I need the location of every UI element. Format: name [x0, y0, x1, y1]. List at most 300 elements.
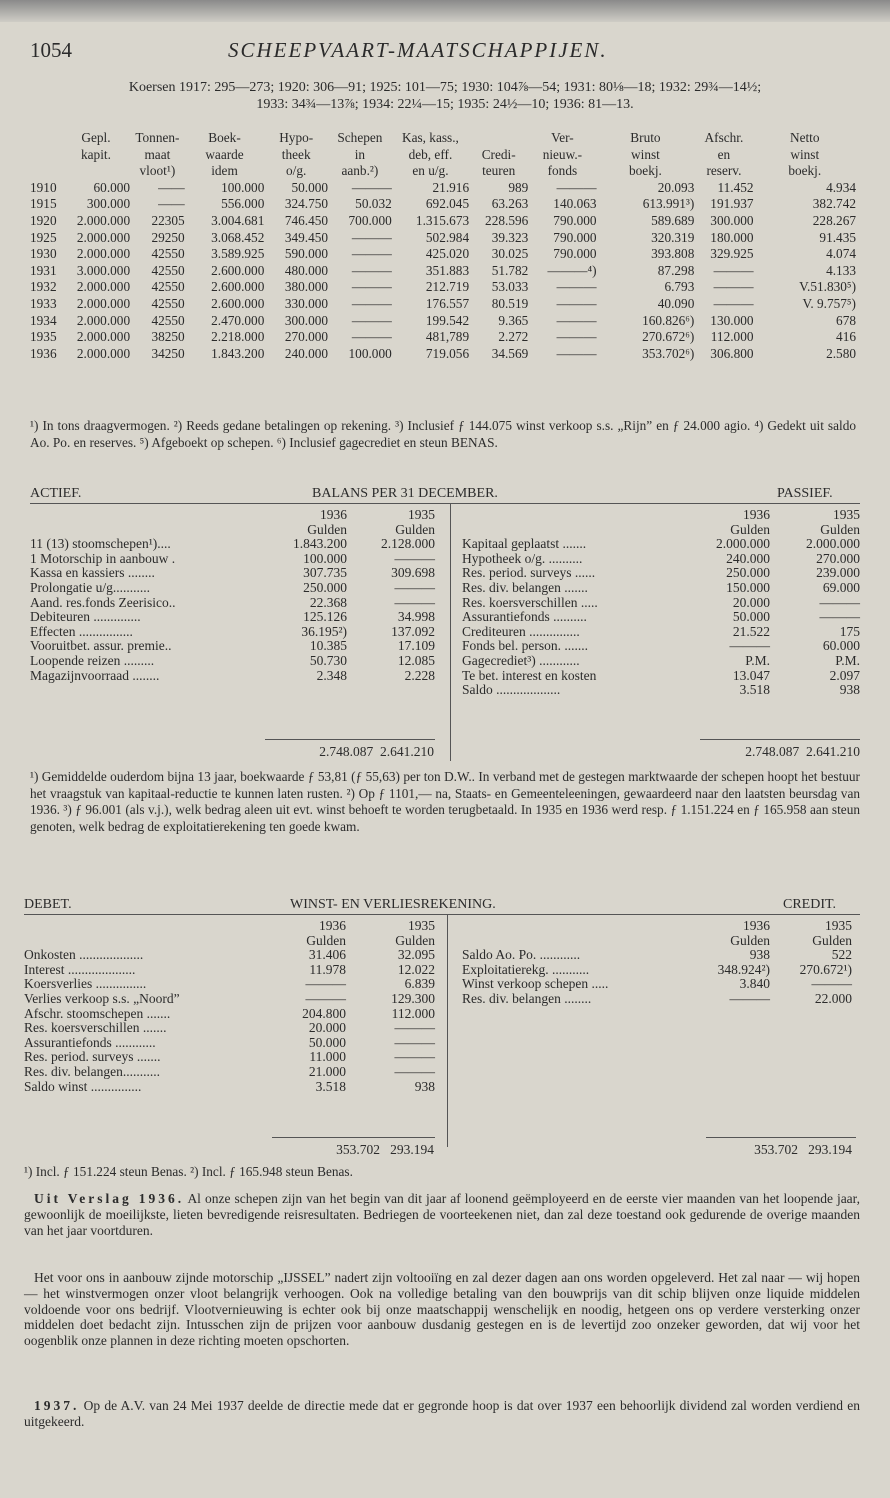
scan-top-edge	[0, 0, 890, 22]
table-cell: ——	[158, 179, 185, 195]
table-cell: 42550	[151, 262, 185, 278]
column-header: Bruto	[630, 130, 661, 145]
year-cell: 1930	[30, 246, 57, 262]
table-cell: 42550	[151, 312, 185, 328]
verslag-paragraph: Het voor ons in aanbouw zijnde motorschip „IJSSEL” nadert zijn voltooiïng en zal dezer dagen aan ons worden opgeleverd. Het zal naar — wij hopen — het winstvermogen onzer vloot belangrijk verhoogen. Ook na volledige betaling van den bouwprijs van dit schip blijven onze liquide middelen voldoende voor ons bedrijf. Vlootvernieuwing is echter ook bij onze maatschappij wenschelijk en noodig, hetgeen ons op verdere versterking onzer middelen doet bedacht zijn. Intusschen zijn de prijzen voor aanbouw dusdanig gestegen en is de levertijd zoo onzeker geworden, dat wij voor het oogenblik onze plannen in deze richting moeten opschorten.	[24, 1270, 860, 1349]
year-header: 1935	[825, 918, 852, 933]
table-cell: 42550	[151, 246, 185, 262]
winst-title: WINST- EN VERLIESREKENING.	[290, 897, 496, 912]
table-row	[462, 610, 860, 625]
value-1936: 22.368	[309, 594, 347, 610]
credit-table	[462, 919, 852, 1007]
value-1935: 69.000	[822, 579, 860, 595]
value-1935: 270.000	[816, 550, 860, 566]
total-1936: 2.748.087	[745, 744, 800, 759]
table-cell: 3.068.452	[211, 229, 265, 245]
table-row	[30, 654, 435, 669]
table-cell: 320.319	[651, 229, 695, 245]
winst-notes: ¹) Incl. ƒ 151.224 steun Benas. ²) Incl. ƒ 165.948 steun Benas.	[24, 1164, 353, 1179]
column-header: o/g.	[286, 163, 307, 179]
table-cell: 87.298	[657, 262, 695, 278]
table-row	[30, 552, 435, 567]
table-row	[24, 1021, 435, 1036]
table-cell: 270.000	[284, 329, 329, 345]
table-cell: 2.000.000	[76, 279, 131, 295]
table-cell: 324.750	[284, 196, 329, 212]
table-cell: 130.000	[710, 312, 754, 328]
unit-header: Gulden	[812, 932, 852, 948]
table-cell: 700.000	[348, 212, 392, 228]
value-1936: 13.047	[732, 667, 770, 683]
table-row	[30, 246, 856, 263]
item-label: Crediteuren ...............	[462, 623, 580, 639]
unit-header: Gulden	[306, 932, 346, 948]
column-header: fonds	[547, 163, 578, 179]
table-cell: ———	[713, 279, 754, 295]
table-cell: ———⁴)	[547, 262, 597, 278]
table-cell: 2.000.000	[76, 345, 131, 361]
table-row	[462, 963, 852, 978]
value-1935: 2.228	[404, 667, 435, 683]
value-1935: 60.000	[822, 638, 860, 654]
table-cell: 349.450	[284, 229, 329, 245]
table-cell: 160.826⁶)	[642, 312, 695, 328]
verslag-paragraph	[24, 1191, 860, 1238]
table-cell: 790.000	[553, 212, 597, 228]
year-cell: 1931	[30, 262, 57, 278]
year-header: 1936	[743, 918, 770, 933]
value-1935: ———	[394, 1049, 435, 1065]
table-cell: ———	[351, 179, 392, 195]
column-header: Netto	[789, 130, 820, 145]
blank-cell	[462, 919, 682, 934]
table-cell: ———	[556, 345, 597, 361]
total-1936: 353.702	[336, 1142, 380, 1157]
value-1935: ———	[394, 550, 435, 566]
table-cell: 199.542	[425, 312, 470, 328]
table-row	[30, 196, 856, 213]
table-cell: ———	[351, 279, 392, 295]
item-label: Hypotheek o/g. ..........	[462, 550, 583, 566]
table-cell: 39.323	[491, 229, 529, 245]
item-label: Debiteuren ..............	[30, 609, 141, 625]
verslag-label: Uit Verslag 1936.	[34, 1191, 185, 1206]
blank-cell	[24, 919, 264, 934]
verslag-text: Op de A.V. van 24 Mei 1937 deelde de directie mede dat er gegronde hoop is dat over 1937 een behoorlijk dividend zal worden verdiend en uitgekeerd.	[24, 1398, 861, 1429]
table-cell: 63.263	[491, 196, 529, 212]
value-1936: 11.978	[309, 961, 346, 977]
table-cell: 240.000	[284, 345, 329, 361]
divider	[706, 1137, 856, 1138]
value-1935: 938	[414, 1078, 435, 1094]
value-1935: 32.095	[397, 947, 435, 963]
item-label: Koersverlies ...............	[24, 976, 147, 992]
column-header: in	[354, 146, 366, 162]
passief-total	[688, 745, 860, 760]
table-cell: 306.800	[710, 345, 754, 361]
value-1936: 10.385	[309, 638, 347, 654]
table-cell: 34.569	[491, 345, 529, 361]
column-header: Boek-	[208, 130, 241, 145]
table-cell: 2.580	[826, 345, 856, 361]
item-label: Exploitatierekg. ...........	[462, 961, 590, 977]
value-1935: 239.000	[816, 565, 860, 581]
table-cell: 3.000.000	[76, 262, 131, 278]
divider	[700, 739, 860, 740]
value-1935: 12.085	[397, 652, 435, 668]
table-cell: 191.937	[710, 196, 754, 212]
column-header	[30, 147, 62, 164]
value-1936: ———	[729, 990, 770, 1006]
table-cell: 20.093	[657, 179, 695, 195]
table-cell: 4.074	[826, 246, 856, 262]
table-cell: ———	[556, 295, 597, 311]
year-header-row	[24, 919, 435, 934]
table-cell: ———	[556, 179, 597, 195]
table-cell: ———	[713, 295, 754, 311]
table-cell: 300.000	[86, 196, 131, 212]
year-header: 1936	[743, 507, 770, 522]
table-cell: ———	[713, 262, 754, 278]
year-cell: 1925	[30, 229, 57, 245]
table-cell: 50.032	[355, 196, 392, 212]
table-cell: 228.267	[812, 212, 856, 228]
year-header: 1936	[320, 507, 347, 522]
table-row	[24, 948, 435, 963]
table-cell: 613.991³)	[642, 196, 695, 212]
unit-header: Gulden	[730, 932, 770, 948]
table-row	[30, 639, 435, 654]
table-cell: 100.000	[221, 179, 265, 195]
value-1936: 50.000	[308, 1034, 346, 1050]
column-header: Tonnen-	[135, 130, 180, 145]
table-row	[30, 566, 435, 581]
year-cell: 1932	[30, 279, 57, 295]
table-cell: 1.315.673	[415, 212, 470, 228]
table-cell: 2.000.000	[76, 212, 131, 228]
value-1936: 240.000	[726, 550, 770, 566]
column-header	[30, 163, 62, 180]
table-cell: 790.000	[553, 229, 597, 245]
year-cell: 1935	[30, 329, 57, 345]
table-row	[24, 1065, 435, 1080]
blank-cell	[462, 508, 682, 523]
table-row	[30, 213, 856, 230]
total-1936: 353.702	[754, 1142, 798, 1157]
table-cell: 989	[508, 179, 529, 195]
table-cell: 42550	[151, 279, 185, 295]
value-1936: P.M.	[745, 652, 770, 668]
table-row	[24, 1050, 435, 1065]
credit-label: CREDIT.	[783, 897, 837, 912]
value-1935: ———	[394, 1034, 435, 1050]
column-header: en	[717, 146, 731, 162]
table-cell: ———	[351, 246, 392, 262]
value-1936: 3.518	[739, 682, 770, 698]
value-1936: 2.000.000	[716, 536, 770, 552]
value-1936: 938	[749, 947, 770, 963]
column-header: Ver-	[551, 130, 574, 145]
table-row	[462, 948, 852, 963]
table-row	[30, 596, 435, 611]
table-cell: 228.596	[485, 212, 529, 228]
table-cell: ———	[556, 312, 597, 328]
table-row	[30, 669, 435, 684]
column-header: winst	[790, 146, 820, 162]
statistics-table	[30, 130, 856, 362]
table-cell: 4.934	[826, 179, 856, 195]
value-1936: 307.735	[303, 565, 347, 581]
value-1936: 11.000	[309, 1049, 346, 1065]
passief-table	[462, 508, 860, 698]
item-label: Loopende reizen .........	[30, 652, 155, 668]
page-title: SCHEEPVAART-MAATSCHAPPIJEN.	[228, 38, 608, 62]
value-1936: 20.000	[308, 1020, 346, 1036]
table-cell: 353.702⁶)	[642, 345, 695, 361]
column-header: idem	[211, 163, 238, 179]
value-1936: 150.000	[726, 579, 770, 595]
verslag-1937-label: 1937.	[34, 1398, 80, 1413]
passief-label: PASSIEF.	[777, 486, 833, 501]
value-1936: 20.000	[732, 594, 770, 610]
item-label: Res. div. belangen...........	[24, 1063, 160, 1079]
table-row	[30, 581, 435, 596]
debet-table	[24, 919, 435, 1094]
column-header: reserv.	[706, 163, 742, 179]
actief-total	[258, 745, 434, 760]
table-row	[462, 992, 852, 1007]
table-cell: 4.133	[826, 262, 856, 278]
column-header	[62, 163, 130, 180]
table-cell: 2.000.000	[76, 229, 131, 245]
table-cell: 502.984	[425, 229, 470, 245]
item-label: Interest ....................	[24, 961, 136, 977]
credit-total	[690, 1143, 852, 1158]
item-label: Saldo Ao. Po. ............	[462, 947, 581, 963]
item-label: Res. period. surveys ......	[462, 565, 596, 581]
value-1935: 6.839	[404, 976, 435, 992]
total-1935: 2.641.210	[806, 744, 860, 759]
table-cell: 719.056	[425, 345, 470, 361]
item-label: Res. div. belangen .......	[462, 579, 588, 595]
value-1936: 21.522	[732, 623, 770, 639]
value-1936: 3.840	[739, 976, 770, 992]
table-cell: 3.004.681	[211, 212, 265, 228]
value-1935: 175	[839, 623, 860, 639]
verslag-paragraph	[24, 1398, 860, 1430]
table-cell: 416	[836, 329, 856, 345]
item-label: Res. koersverschillen .......	[24, 1020, 167, 1036]
table-row	[462, 566, 860, 581]
verslag-text: Al onze schepen zijn van het begin van dit jaar af loonend geëmployeerd en de eerste vier maanden van het loopende jaar, gewoonlijk de moeilijkste, lieten bevredigende reisresultaten. Bedriegen de voorteekenen niet, dan zal deze toestand ook gedurende de overige maanden van het jaar voortduren.	[24, 1191, 861, 1238]
year-header-row	[30, 508, 435, 523]
table-cell: 589.689	[651, 212, 695, 228]
table-row	[24, 963, 435, 978]
table-cell: 3.589.925	[211, 246, 265, 262]
value-1935: 137.092	[391, 623, 435, 639]
table-cell: 29250	[151, 229, 185, 245]
table-cell: 2.218.000	[211, 329, 265, 345]
table-row	[462, 537, 860, 552]
table-cell: 329.925	[710, 246, 754, 262]
table-cell: V.51.830⁵)	[799, 279, 856, 295]
table-row	[30, 329, 856, 346]
table-header-row	[30, 130, 856, 147]
year-cell: 1920	[30, 212, 57, 228]
table-cell: 2.000.000	[76, 246, 131, 262]
table-cell: 51.782	[491, 262, 529, 278]
column-header: theek	[281, 146, 311, 162]
total-1935: 293.194	[808, 1142, 852, 1157]
value-1936: ———	[305, 976, 346, 992]
table-row	[24, 977, 435, 992]
column-header: boekj.	[788, 163, 822, 179]
table-cell: 30.025	[491, 246, 529, 262]
table-row	[24, 992, 435, 1007]
table-cell: 393.808	[651, 246, 695, 262]
item-label: Vooruitbet. assur. premie..	[30, 638, 172, 654]
table-cell: 100.000	[348, 345, 392, 361]
item-label: 1 Motorschip in aanbouw .	[30, 550, 176, 566]
item-label: Gagecrediet³) ............	[462, 652, 580, 668]
unit-header-row	[462, 523, 860, 538]
table-cell: 270.672⁶)	[642, 329, 695, 345]
table-cell: 176.557	[425, 295, 470, 311]
table-cell: 180.000	[710, 229, 754, 245]
blank-cell	[30, 508, 265, 523]
table-cell: 53.033	[491, 279, 529, 295]
table-cell: ———	[351, 295, 392, 311]
value-1935: 12.022	[397, 961, 435, 977]
table-row	[30, 625, 435, 640]
table-row	[30, 263, 856, 280]
value-1935: 129.300	[391, 990, 435, 1006]
column-header: en u/g.	[412, 163, 449, 179]
value-1935: ———	[819, 594, 860, 610]
value-1936: 250.000	[726, 565, 770, 581]
unit-header: Gulden	[395, 932, 435, 948]
column-header: aanb.²)	[341, 163, 379, 179]
table-cell: 380.000	[284, 279, 329, 295]
column-header: boekj.	[629, 163, 662, 179]
column-header: teuren	[482, 163, 516, 179]
table-cell: 481,789	[425, 329, 470, 345]
divider	[24, 914, 860, 915]
item-label: Kassa en kassiers ........	[30, 565, 155, 581]
value-1936: ———	[729, 638, 770, 654]
table-cell: 6.793	[664, 279, 695, 295]
table-row	[24, 1036, 435, 1051]
table-cell: 38250	[151, 329, 185, 345]
table-cell: ———	[556, 329, 597, 345]
page-number: 1054	[30, 38, 72, 62]
koersen	[30, 79, 860, 113]
table-cell: 692.045	[425, 196, 470, 212]
value-1936: 31.406	[308, 947, 346, 963]
table-cell: 50.000	[291, 179, 329, 195]
table-cell: 2.000.000	[76, 329, 131, 345]
value-1936: 100.000	[303, 550, 347, 566]
table-cell: 2.000.000	[76, 295, 131, 311]
value-1935: 2.000.000	[806, 536, 860, 552]
year-header: 1935	[408, 507, 435, 522]
year-cell: 1936	[30, 345, 57, 361]
divider	[447, 914, 448, 1147]
value-1935: 2.128.000	[381, 536, 435, 552]
table-row	[462, 639, 860, 654]
value-1935: 17.109	[397, 638, 435, 654]
divider	[450, 503, 451, 761]
item-label: Assurantiefonds ............	[24, 1034, 156, 1050]
value-1935: 309.698	[391, 565, 435, 581]
table-row	[462, 683, 860, 698]
table-row	[30, 279, 856, 296]
table-cell: 9.365	[498, 312, 529, 328]
table-header-row	[30, 163, 856, 180]
item-label: Magazijnvoorraad ........	[30, 667, 160, 683]
table-cell: 60.000	[93, 179, 131, 195]
unit-header: Gulden	[730, 521, 770, 537]
column-header: Credi-	[481, 146, 516, 162]
table-cell: ———	[351, 229, 392, 245]
item-label: Saldo ...................	[462, 682, 561, 698]
value-1935: 522	[831, 947, 852, 963]
value-1936: 50.730	[309, 652, 347, 668]
value-1935: 112.000	[391, 1005, 435, 1021]
item-label: Winst verkoop schepen .....	[462, 976, 609, 992]
table-cell: 34250	[151, 345, 185, 361]
divider	[265, 739, 435, 740]
column-header: waarde	[205, 146, 244, 162]
table-cell: 22305	[151, 212, 185, 228]
table-row	[24, 1007, 435, 1022]
table-cell: 556.000	[221, 196, 265, 212]
unit-header-row	[462, 934, 852, 949]
table-row	[30, 610, 435, 625]
item-label: Te bet. interest en kosten	[462, 667, 597, 683]
table-row	[462, 669, 860, 684]
table-cell: 590.000	[284, 246, 329, 262]
value-1935: ———	[394, 594, 435, 610]
item-label: Prolongatie u/g...........	[30, 579, 150, 595]
table-cell: 351.883	[425, 262, 470, 278]
value-1935: 270.672¹)	[799, 961, 852, 977]
table-cell: 2.600.000	[211, 295, 265, 311]
koersen-line: 1933: 34¾—13⅞; 1934: 22¼—15; 1935: 24½—10; 1936: 81—13.	[256, 97, 634, 112]
table-cell: 2.600.000	[211, 262, 265, 278]
value-1936: 1.843.200	[293, 536, 347, 552]
blank-cell	[462, 934, 682, 949]
column-header	[469, 130, 528, 147]
table-cell: 1.843.200	[211, 345, 265, 361]
item-label: Saldo winst ...............	[24, 1078, 142, 1094]
balans-notes: ¹) Gemiddelde ouderdom bijna 13 jaar, boekwaarde ƒ 53,81 (ƒ 55,63) per ton D.W.. In verband met de gestegen marktwaarde der schepen hoopt het bestuur het vraagstuk van kapitaal-reductie te kunnen laten rusten. ²) Op ƒ 1101,— na, Staats- en Gemeenteleeningen, gewaardeerd naar den laatsten beursdag van 1936. ³) ƒ 96.001 (als v.j.), welk bedrag aleen uit evt. winst behoeft te worden terugbetaald. In 1935 en 1936 werd resp. ƒ 1.151.224 en ƒ 165.958 aan steun genoten, welk bedrag de exploitatierekening ten goede kwam.	[30, 769, 860, 834]
table-cell: 2.000.000	[76, 312, 131, 328]
table-cell: 2.600.000	[211, 279, 265, 295]
table-cell: 91.435	[819, 229, 856, 245]
item-label: Aand. res.fonds Zeerisico..	[30, 594, 176, 610]
year-header: 1936	[319, 918, 346, 933]
year-cell: 1910	[30, 179, 57, 195]
table-cell: ——	[158, 196, 185, 212]
table-cell: 2.470.000	[211, 312, 265, 328]
table-cell: 112.000	[710, 329, 754, 345]
table-cell: 480.000	[284, 262, 329, 278]
table-row	[462, 596, 860, 611]
item-label: Effecten ................	[30, 623, 133, 639]
value-1936: 2.348	[316, 667, 347, 683]
blank-cell	[30, 523, 265, 538]
